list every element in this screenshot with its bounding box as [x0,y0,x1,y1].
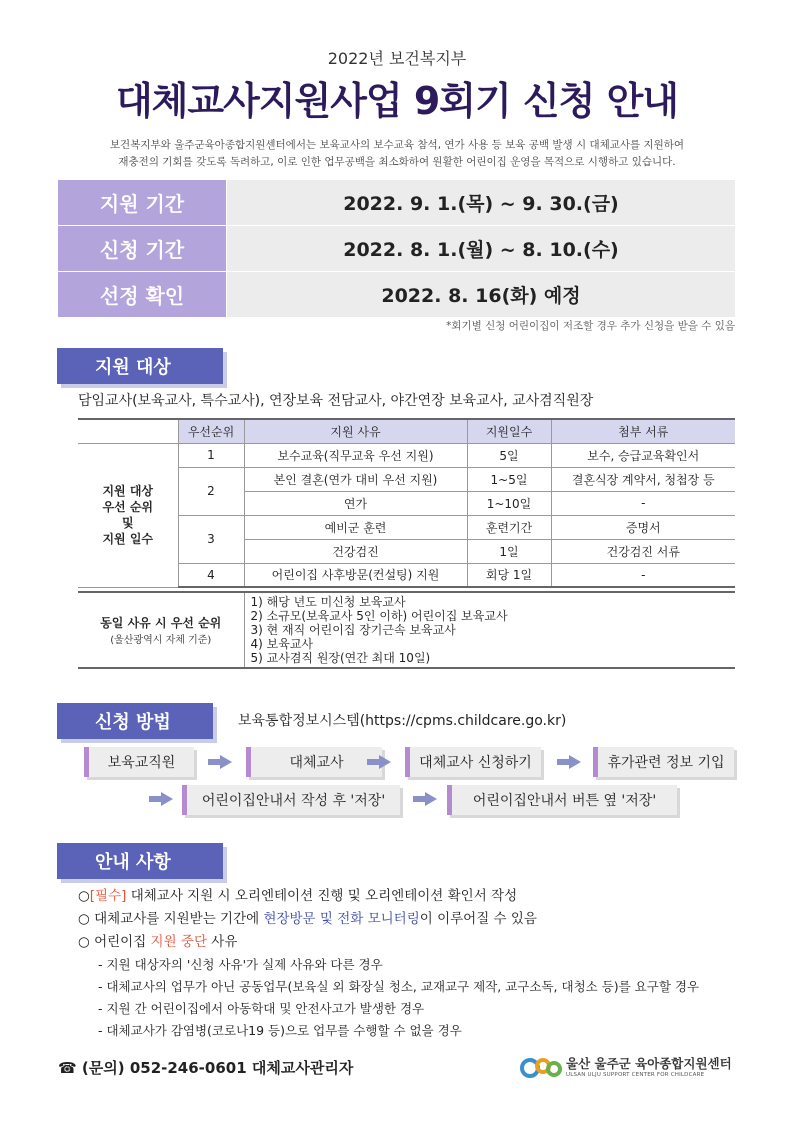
center-logo-name: 울산 울주군 육아종합지원센터 [566,1056,732,1071]
support-target-line: 담임교사(보육교사, 특수교사), 연장보육 전담교사, 야간연장 보육교사, 교사겸직원장 [78,393,594,409]
table-row [78,592,735,668]
arrow-right-icon [367,755,391,769]
cell-docs: - [551,563,735,587]
row-header-line: 지원 대상 [102,484,154,498]
notice-text: ○ 어린이집 [78,934,151,950]
column-header: 지원일수 [467,419,551,443]
row-header-line: 지원 일수 [102,532,154,546]
cell-reason: 예비군 훈련 [244,515,467,539]
cell-rank: 2 [178,467,244,515]
list-item: 1) 해당 년도 미신청 보육교사 [250,595,406,609]
page-subtitle: 2022년 보건복지부 [327,49,467,68]
list-item: 4) 보육교사 [250,637,313,651]
period-row-selection [58,272,735,317]
required-tag: [필수] [89,888,127,904]
table-row [78,443,735,467]
eligibility-table [78,418,735,588]
cell-reason: 본인 결혼(연가 대비 우선 지원) [244,467,467,491]
cell-days: 훈련기간 [467,515,551,539]
notice-item [78,908,738,931]
step-guide-save: 어린이집안내서 작성 후 '저장' [182,785,400,815]
notice-subitem: - 지원 대상자의 '신청 사유'가 실제 사유와 다른 경우 [98,957,383,972]
table-corner [78,419,178,443]
cell-reason: 어린이집 사후방문(컨설팅) 지원 [244,563,467,587]
period-row-apply [58,226,735,271]
period-label: 지원 기간 [58,180,226,225]
table-header-row [78,419,735,443]
cell-rank: 4 [178,563,244,587]
phone-icon: ☎ [58,1059,77,1077]
cell-reason: 건강검진 [244,539,467,563]
bullet: ○ [78,888,90,904]
arrow-right-icon [413,792,437,806]
center-logo [520,1052,735,1084]
page-title: 대체교사지원사업 9회기 신청 안내 [115,79,679,123]
period-note: *회기별 신청 어린이집이 저조할 경우 추가 신청을 받을 수 있음 [446,320,735,332]
notice-text: ○ 대체교사를 지원받는 기간에 [78,911,264,927]
same-reason-list [244,592,735,668]
cell-rank: 1 [178,443,244,467]
list-item: 5) 교사겸직 원장(연간 최대 10일) [250,651,431,665]
notice-list [78,885,738,1042]
cell-docs: 보수, 승급교육확인서 [551,443,735,467]
cell-rank: 3 [178,515,244,563]
notice-text: 대체교사 지원 시 오리엔테이션 진행 및 오리엔테이션 확인서 작성 [126,888,518,904]
arrow-right-icon [557,755,581,769]
cell-days: 회당 1일 [467,563,551,587]
step-substitute: 대체교사 [246,747,382,777]
notice-item [78,885,738,908]
cell-docs: 결혼식장 계약서, 청첩장 등 [551,467,735,491]
row-header-line: 및 [121,516,134,530]
period-value: 2022. 8. 1.(월) ~ 8. 10.(수) [227,226,735,271]
period-label: 선정 확인 [58,272,226,317]
intro-line-1: 보건복지부와 울주군육아종합지원센터에서는 보육교사의 보수교육 참석, 연가 사용 등 보육 공백 발생 시 대체교사를 지원하여 [109,139,685,151]
list-item: 2) 소규모(보육교사 5인 이하) 어린이집 보육교사 [250,609,508,623]
step-request: 대체교사 신청하기 [405,747,541,777]
row-header-eligibility [78,443,178,587]
list-item: 3) 현 재직 어린이집 장기근속 보육교사 [250,623,456,637]
same-reason-priority-table [78,591,735,669]
cell-docs: 증명서 [551,515,735,539]
same-reason-note: (울산광역시 자체 기준) [110,635,212,646]
contact-info [58,1057,353,1078]
period-row-support [58,180,735,225]
step-leave-info: 휴가관련 정보 기입 [593,747,734,777]
notice-highlight: 현장방문 및 전화 모니터링 [263,911,420,927]
cell-reason: 연가 [244,491,467,515]
notice-subitem: - 지원 간 어린이집에서 아동학대 및 안전사고가 발생한 경우 [98,1001,425,1016]
intro-line-2: 재충전의 기회를 갖도록 독려하고, 이로 인한 업무공백을 최소화하여 원활한 어린이집 운영을 목적으로 시행하고 있습니다. [118,156,676,168]
step-staff: 보육교직원 [84,747,194,777]
arrow-right-icon [208,755,232,769]
notice-subitem: - 대체교사가 감염병(코로나19 등)으로 업무를 수행할 수 없을 경우 [98,1023,462,1038]
row-header-line: 우선 순위 [102,500,154,514]
period-label: 신청 기간 [58,226,226,271]
period-value: 2022. 9. 1.(목) ~ 9. 30.(금) [227,180,735,225]
center-logo-icon [520,1054,562,1082]
apply-system-link: 보육통합정보시스템(https://cpms.childcare.go.kr) [238,713,567,729]
cell-docs: 건강검진 서류 [551,539,735,563]
arrow-right-icon [149,792,173,806]
section-heading-apply-method: 신청 방법 [57,703,213,739]
cell-days: 1~5일 [467,467,551,491]
cell-days: 5일 [467,443,551,467]
step-guide-save-button: 어린이집안내서 버튼 옆 '저장' [447,785,677,815]
same-reason-header [78,592,244,668]
period-value: 2022. 8. 16(화) 예정 [227,272,735,317]
intro-text [60,137,734,171]
cell-docs: - [551,491,735,515]
notice-subitem: - 대체교사의 업무가 아닌 공동업무(보육실 외 화장실 청소, 교재교구 제작, 교구소독, 대청소 등)를 요구할 경우 [98,979,700,994]
period-table [58,180,735,318]
notice-item [78,931,738,954]
cell-days: 1일 [467,539,551,563]
notice-text: 사유 [207,934,238,950]
section-heading-notice: 안내 사항 [57,843,223,879]
center-logo-subtitle: ULSAN ULJU SUPPORT CENTER FOR CHILDCARE [566,1072,705,1078]
section-heading-support-target: 지원 대상 [57,348,223,384]
notice-text: 이 이루어질 수 있음 [419,911,537,927]
column-header: 첨부 서류 [551,419,735,443]
cell-reason: 보수교육(직무교육 우선 지원) [244,443,467,467]
same-reason-title: 동일 사유 시 우선 순위 [100,616,222,630]
column-header: 우선순위 [178,419,244,443]
column-header: 지원 사유 [244,419,467,443]
cell-days: 1~10일 [467,491,551,515]
contact-text: (문의) 052-246-0601 대체교사관리자 [81,1059,354,1077]
notice-highlight: 지원 중단 [150,934,207,950]
